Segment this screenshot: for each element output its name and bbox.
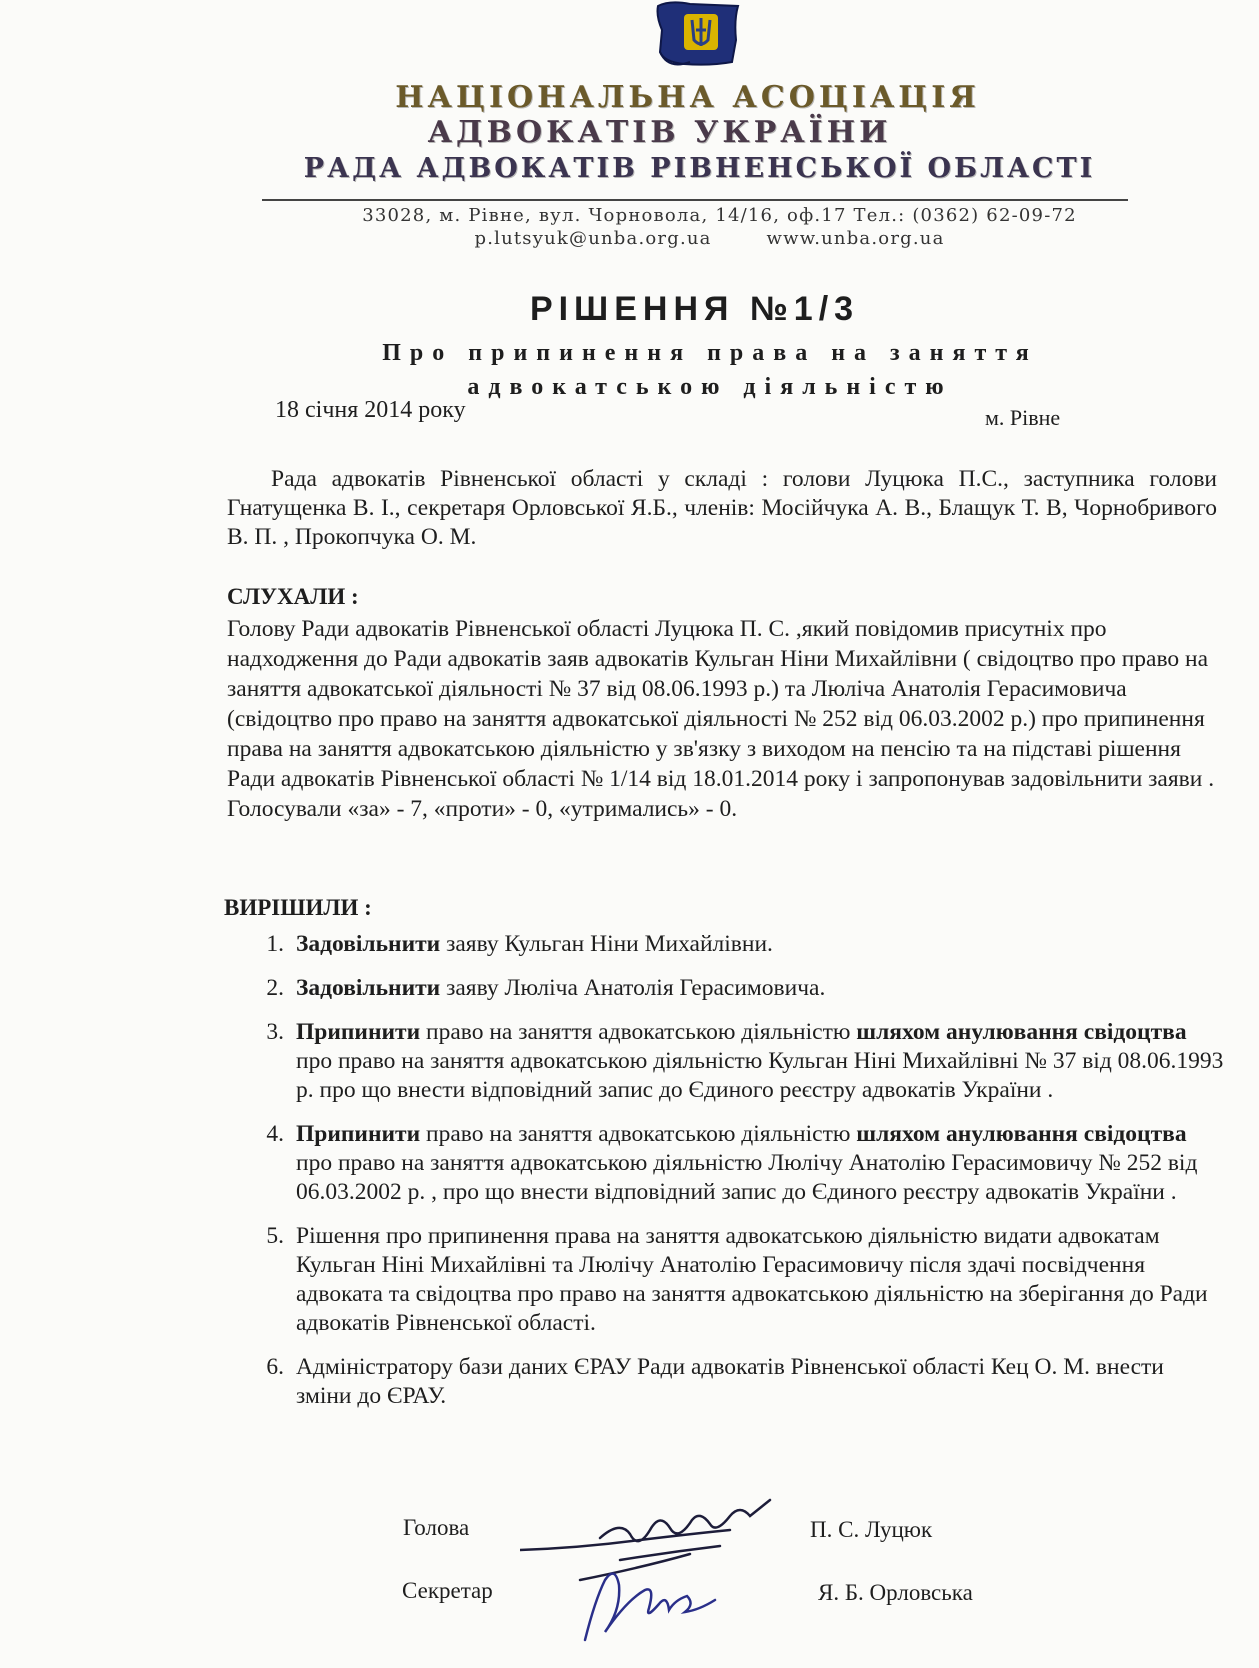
item-bold: Задовільнити: [296, 931, 441, 957]
letterhead-contacts: [80, 228, 1259, 249]
item-bold-2: шляхом анулювання свідоцтва: [856, 1019, 1187, 1045]
item-text: право на заняття адвокатською діяльністю: [420, 1121, 857, 1147]
item-number: 5.: [266, 1223, 284, 1249]
list-item: [224, 974, 1224, 1003]
letterhead-divider: [262, 199, 1128, 201]
item-text: Рішення про припинення права на заняття адвокатською діяльністю видати адвокатам Кульган Ніні Михайлівні та Люлічу Анатолію Герасимовичу після здачі посвідчення адвоката та свідоцтва про право на заняття адвокатською діяльністю на зберігання до Ради адвокатів Рівненської області.: [296, 1223, 1208, 1336]
document-subtitle: Про припинення права на заняття адвокатською діяльністю: [382, 340, 1038, 400]
item-bold: Задовільнити: [296, 975, 441, 1001]
list-item: [224, 1353, 1224, 1411]
secretary-label: Секретар: [402, 1578, 493, 1603]
org-name-line2: АДВОКАТІВ УКРАЇНИ: [427, 115, 892, 150]
letterhead-email[interactable]: p.lutsyuk@unba.org.ua: [474, 228, 712, 249]
item-number: 3.: [266, 1019, 284, 1045]
org-name-line3: РАДА АДВОКАТІВ РІВНЕНСЬКОЇ ОБЛАСТІ: [303, 153, 1096, 184]
item-number: 1.: [266, 931, 284, 957]
chair-label: Голова: [403, 1515, 470, 1540]
item-text-2: про право на заняття адвокатською діяльністю Люлічу Анатолію Герасимовичу № 252 від 06.03.2002 р. , про що внести відповідний запис до Єдиного реєстру адвокатів України .: [296, 1150, 1198, 1205]
item-text: заяву Люліча Анатолія Герасимовича.: [440, 975, 826, 1001]
council-composition: Рада адвокатів Рівненської області у складі : голови Луцюка П.С., заступника голови Гнатущенка В. І., секретаря Орловської Я.Б., членів: Мосійчука А. В., Блащук Т. В, Чорнобривого В. П. , Прокопчука О. М.: [227, 466, 1217, 550]
item-bold-2: шляхом анулювання свідоцтва: [856, 1121, 1187, 1147]
list-item: [224, 930, 1224, 959]
item-text-2: про право на заняття адвокатською діяльністю Кульган Ніні Михайлівні № 37 від 08.06.1993 р. про що внести відповідний запис до Єдиного реєстру адвокатів України .: [296, 1048, 1224, 1103]
list-item: [224, 1120, 1224, 1207]
decided-heading: ВИРІШИЛИ :: [224, 895, 372, 920]
item-number: 6.: [266, 1354, 284, 1380]
item-text: право на заняття адвокатською діяльністю: [420, 1019, 857, 1045]
item-text: Адміністратору бази даних ЄРАУ Ради адвокатів Рівненської області Кец О. М. внести зміни до ЄРАУ.: [296, 1354, 1164, 1409]
item-bold: Припинити: [296, 1019, 421, 1045]
chair-name: П. С. Луцюк: [810, 1517, 933, 1542]
heard-heading: СЛУХАЛИ :: [227, 584, 359, 609]
item-number: 2.: [266, 975, 284, 1001]
secretary-signature-icon: [575, 1560, 725, 1650]
letterhead-address: 33028, м. Рівне, вул. Чорновола, 14/16, оф.17 Тел.: (0362) 62-09-72: [362, 205, 1077, 226]
org-name-line1: НАЦІОНАЛЬНА АСОЦІАЦІЯ: [395, 80, 980, 115]
unba-emblem-icon: [650, 0, 746, 70]
list-item: [224, 1018, 1224, 1105]
document-date: 18 січня 2014 року: [275, 397, 466, 423]
letterhead-website[interactable]: www.unba.org.ua: [766, 228, 945, 249]
item-bold: Припинити: [296, 1121, 421, 1147]
document-title: РІШЕННЯ №1/3: [529, 290, 860, 328]
item-number: 4.: [266, 1121, 284, 1147]
document-city: м. Рівне: [985, 405, 1061, 430]
secretary-name: Я. Б. Орловська: [818, 1580, 973, 1605]
list-item: [224, 1222, 1224, 1338]
decisions-list: [224, 930, 1224, 1426]
heard-text: Голову Ради адвокатів Рівненської області Луцюка П. С. ,який повідомив присутніх про надходження до Ради адвокатів заяв адвокатів Кульган Ніни Михайлівни ( свідоцтво про право на заняття адвокатської діяльності № 37 від 08.06.1993 р.) та Люліча Анатолія Герасимовича (свідоцтво про право на заняття адвокатської діяльності № 252 від 06.03.2002 р.) про припинення права на заняття адвокатською діяльністю у зв'язку з виходом на пенсію та на підставі рішення Ради адвокатів Рівненської області № 1/14 від 18.01.2014 року і запропонував задовільнити заяви . Голосували «за» - 7, «проти» - 0, «утримались» - 0.: [227, 616, 1215, 822]
item-text: заяву Кульган Ніни Михайлівни.: [440, 931, 773, 957]
